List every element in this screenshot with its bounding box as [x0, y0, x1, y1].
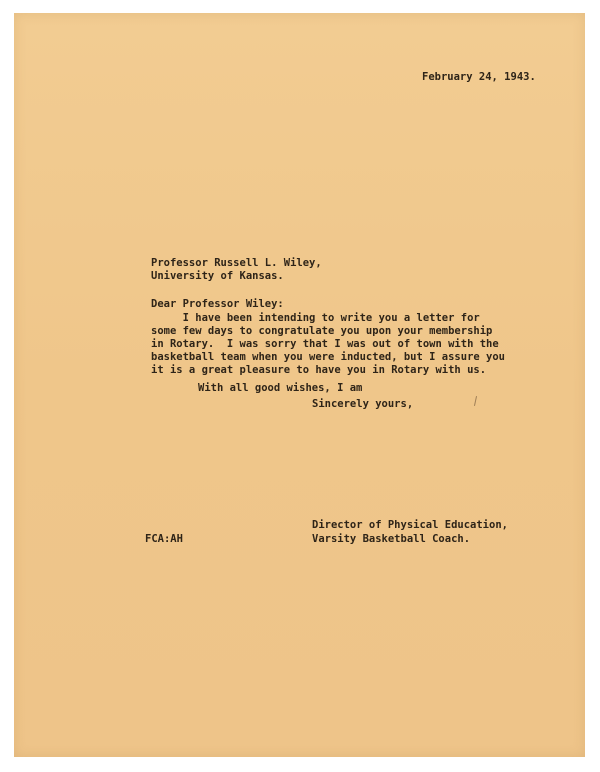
- letter-page: [14, 13, 585, 757]
- typist-initials: FCA:AH: [145, 533, 183, 545]
- signature-title-1: Director of Physical Education,: [312, 519, 508, 531]
- body-line: some few days to congratulate you upon your membership: [151, 325, 493, 337]
- body-line: I have been intending to write you a letter for: [151, 312, 480, 324]
- recipient-organization: University of Kansas.: [151, 270, 284, 282]
- pencil-mark: [474, 396, 477, 406]
- letter-date: February 24, 1943.: [422, 71, 536, 83]
- body-line: in Rotary. I was sorry that I was out of town with the: [151, 338, 499, 350]
- body-line: basketball team when you were inducted, but I assure you: [151, 351, 506, 363]
- body-line: it is a great pleasure to have you in Rotary with us.: [151, 364, 487, 376]
- salutation: Dear Professor Wiley:: [151, 298, 284, 310]
- recipient-name: Professor Russell L. Wiley,: [151, 257, 322, 269]
- signature-title-2: Varsity Basketball Coach.: [312, 533, 471, 545]
- closing-line: With all good wishes, I am: [198, 382, 363, 394]
- valediction: Sincerely yours,: [312, 398, 414, 410]
